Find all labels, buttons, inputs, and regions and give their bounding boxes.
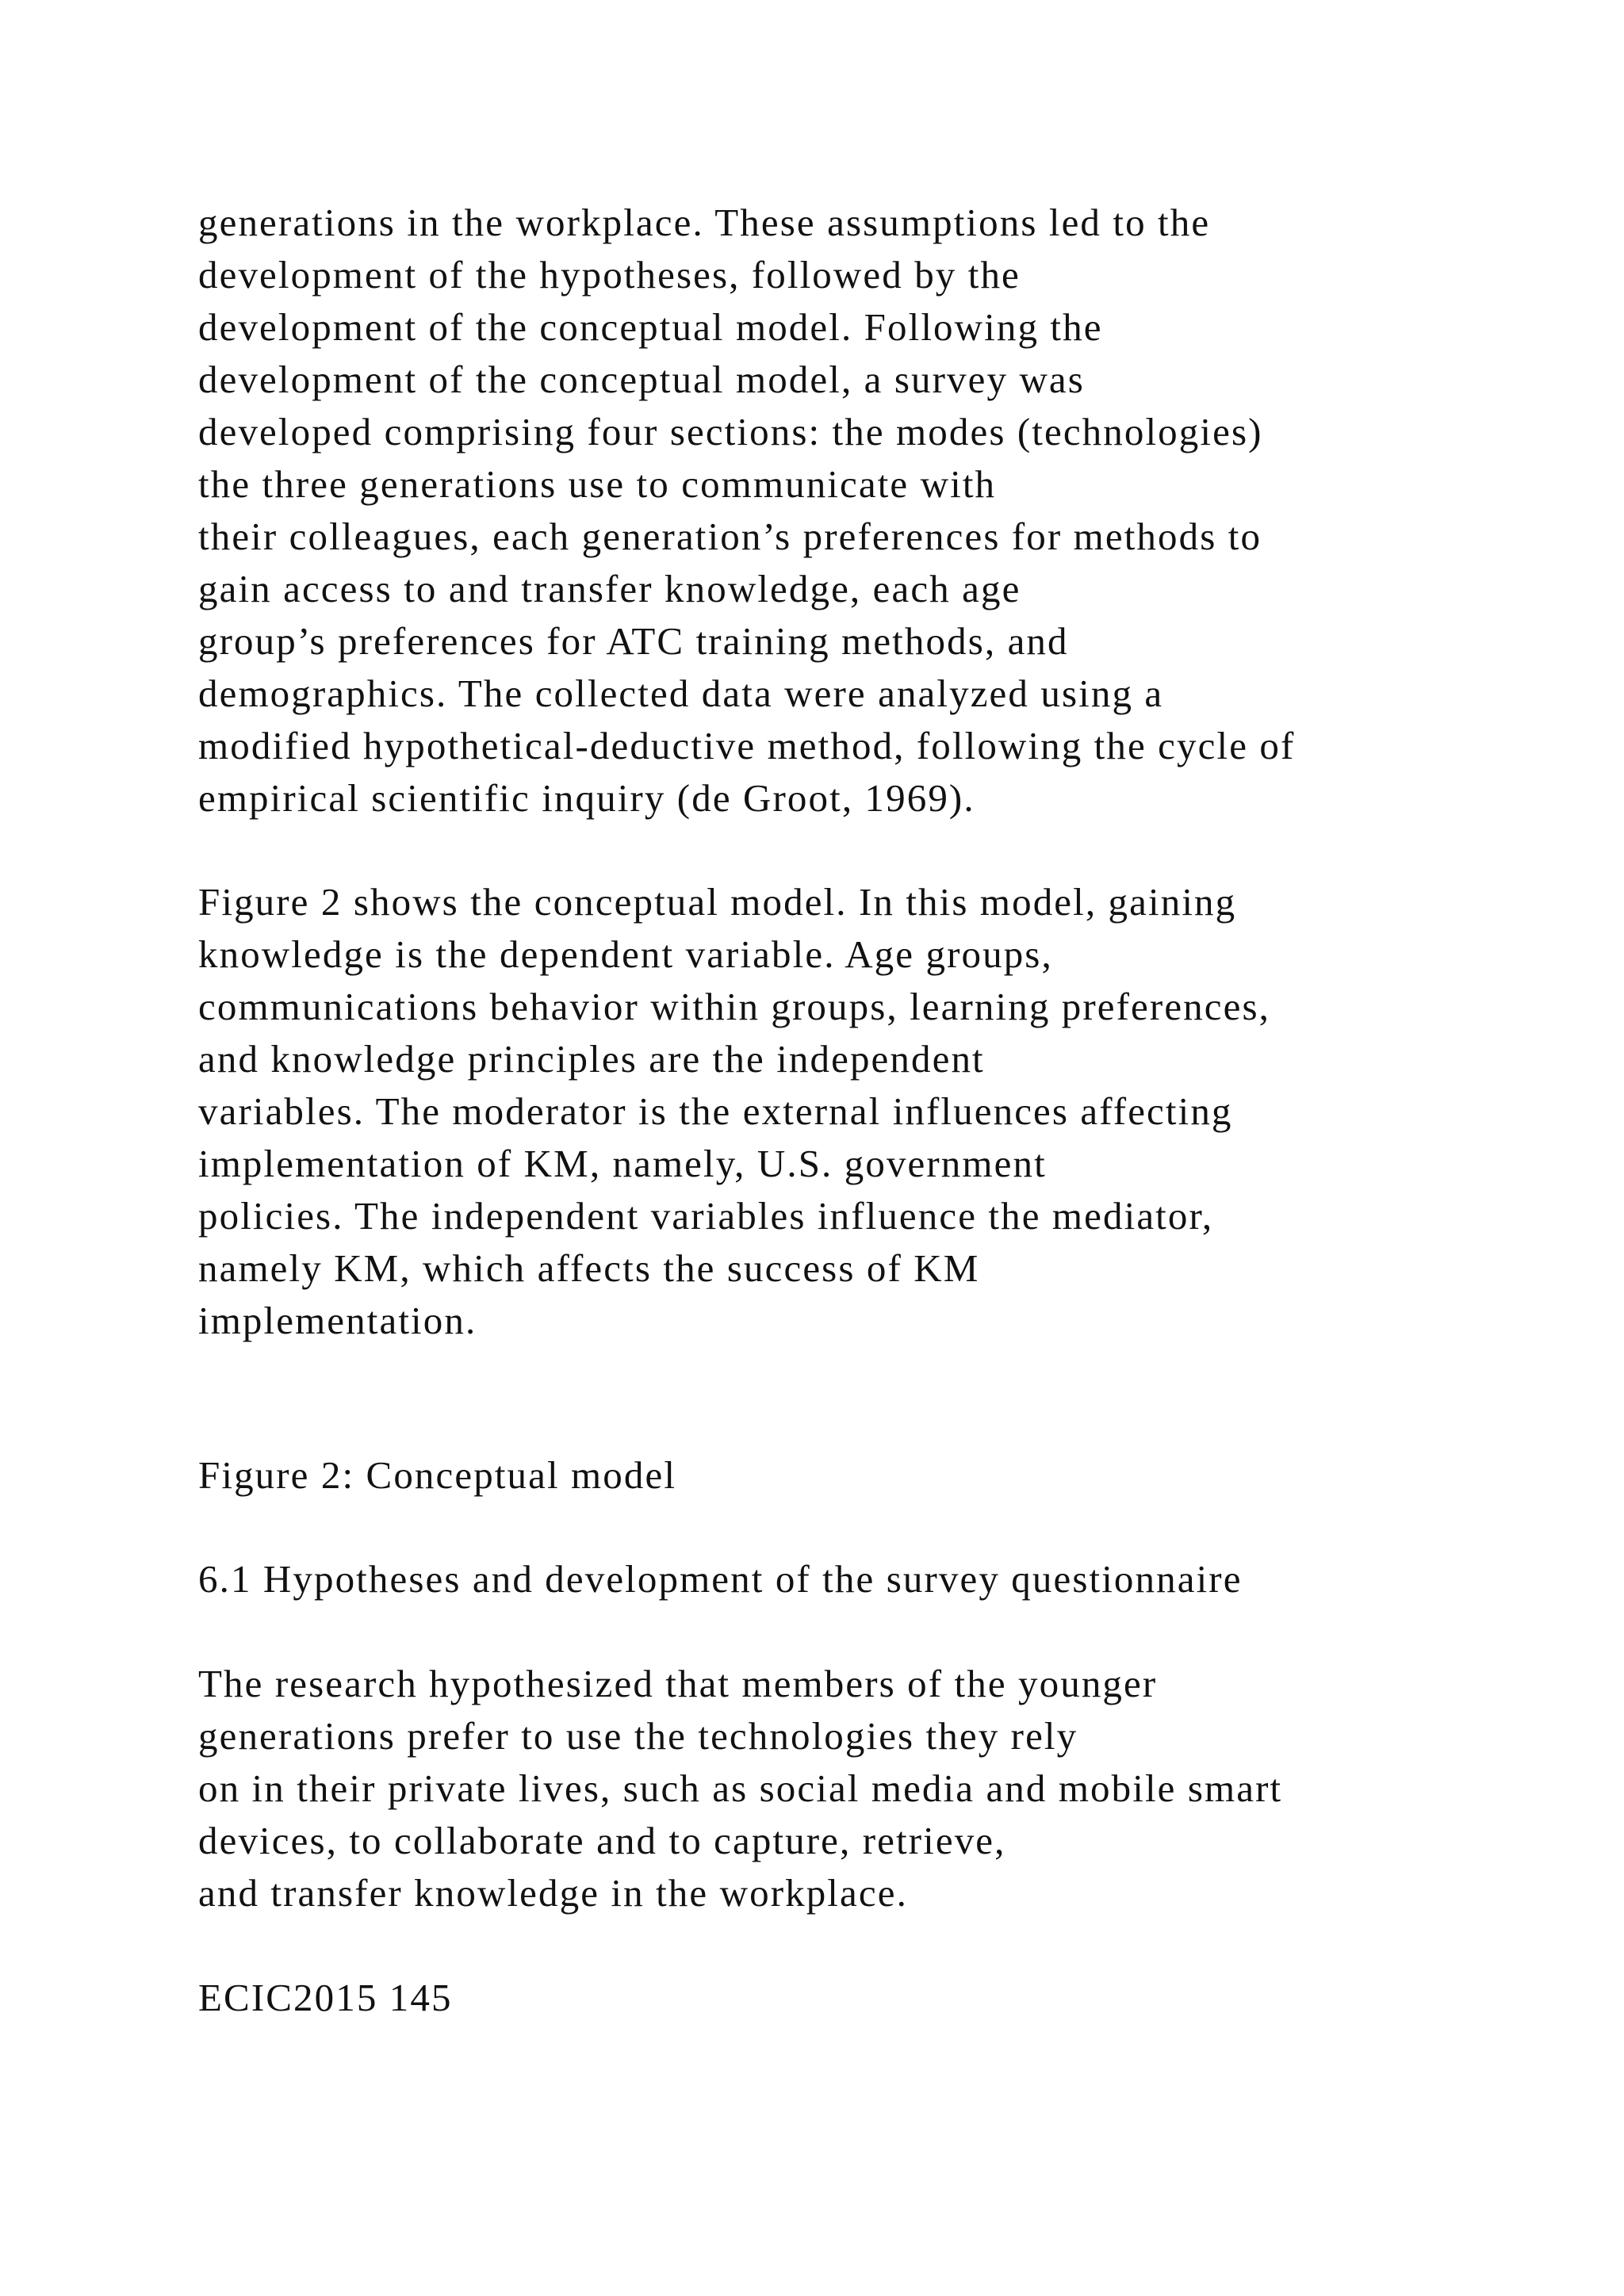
caption-text: Figure 2: Conceptual model xyxy=(198,1453,677,1497)
paragraph-conceptual-model xyxy=(198,876,1594,1347)
figure-caption xyxy=(198,1449,1594,1502)
text-line: group’s preferences for ATC training methods, and xyxy=(198,619,1069,663)
page-footer xyxy=(198,1972,1594,2024)
text-line: variables. The moderator is the external influences affecting xyxy=(198,1089,1233,1133)
text-line: their colleagues, each generation’s preferences for methods to xyxy=(198,515,1262,558)
text-line: implementation. xyxy=(198,1299,477,1342)
text-line: on in their private lives, such as social media and mobile smart xyxy=(198,1766,1283,1810)
heading-text: 6.1 Hypotheses and development of the survey questionnaire xyxy=(198,1557,1243,1601)
text-line: empirical scientific inquiry (de Groot, 1969). xyxy=(198,776,975,820)
text-line: knowledge is the dependent variable. Age groups, xyxy=(198,932,1053,976)
text-line: and transfer knowledge in the workplace. xyxy=(198,1871,908,1915)
text-line: modified hypothetical-deductive method, following the cycle of xyxy=(198,724,1296,767)
text-line: policies. The independent variables influence the mediator, xyxy=(198,1194,1214,1238)
text-line: developed comprising four sections: the modes (technologies) xyxy=(198,410,1263,453)
text-line: and knowledge principles are the independent xyxy=(198,1037,985,1081)
text-line: Figure 2 shows the conceptual model. In this model, gaining xyxy=(198,880,1237,924)
text-line: The research hypothesized that members of the younger xyxy=(198,1662,1158,1705)
text-line: gain access to and transfer knowledge, each age xyxy=(198,567,1021,610)
text-line: demographics. The collected data were analyzed using a xyxy=(198,672,1164,715)
text-line: the three generations use to communicate with xyxy=(198,462,997,506)
text-line: implementation of KM, namely, U.S. government xyxy=(198,1142,1047,1185)
text-line: development of the hypotheses, followed by the xyxy=(198,253,1021,297)
text-line: generations prefer to use the technologies they rely xyxy=(198,1714,1078,1758)
text-line: development of the conceptual model, a survey was xyxy=(198,358,1085,401)
paragraph-methodology xyxy=(198,197,1594,825)
text-line: namely KM, which affects the success of KM xyxy=(198,1246,980,1290)
section-heading xyxy=(198,1553,1594,1605)
text-line: devices, to collaborate and to capture, retrieve, xyxy=(198,1819,1006,1862)
text-line: development of the conceptual model. Following the xyxy=(198,305,1103,349)
footer-text: ECIC2015 145 xyxy=(198,1976,453,2019)
text-line: communications behavior within groups, learning preferences, xyxy=(198,985,1270,1028)
text-line: generations in the workplace. These assumptions led to the xyxy=(198,201,1211,244)
paragraph-hypothesis xyxy=(198,1658,1594,1919)
